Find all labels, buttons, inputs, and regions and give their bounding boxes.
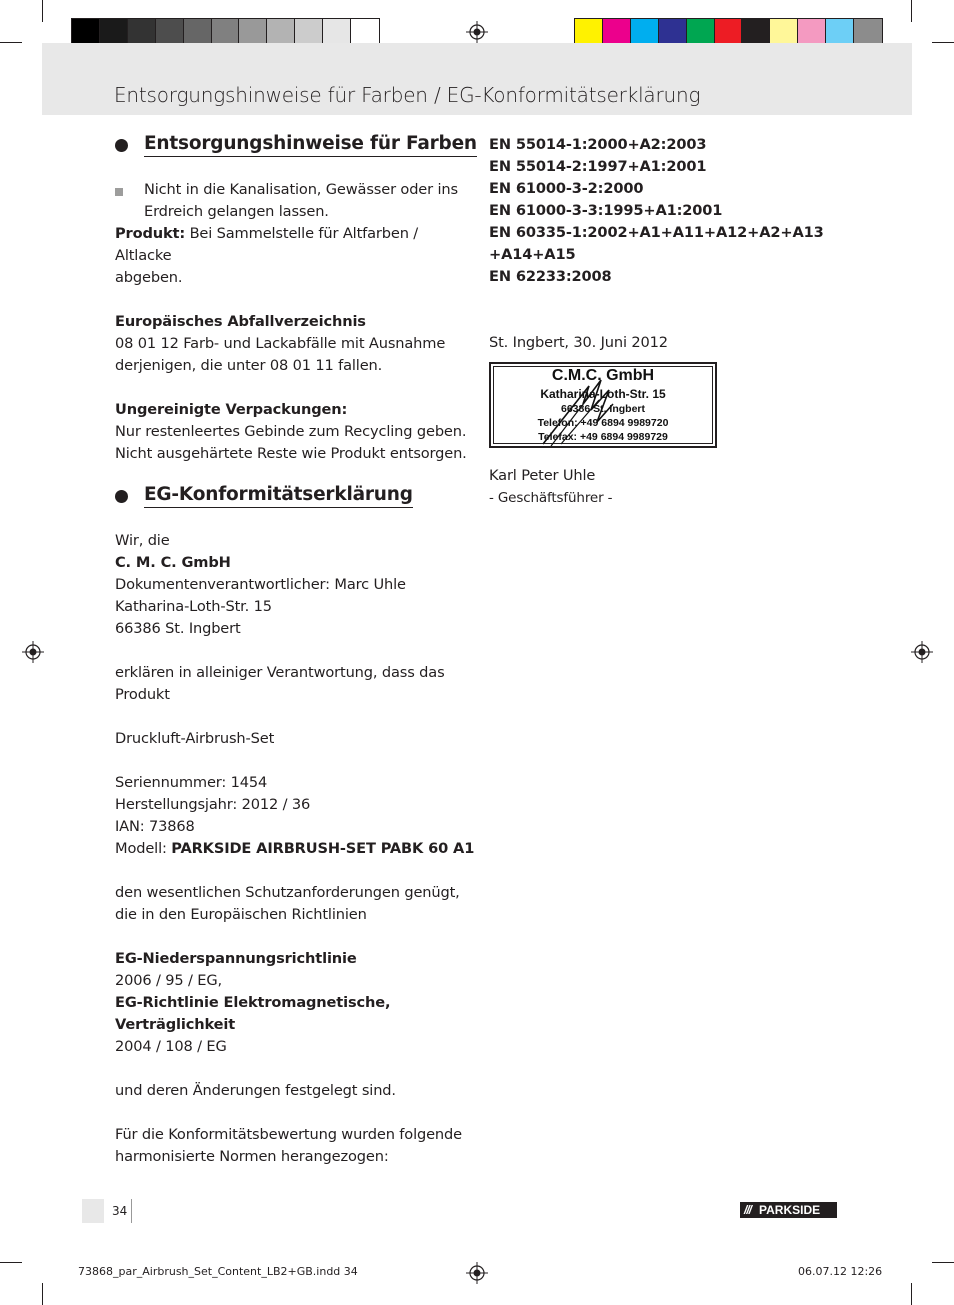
print-date-time: 06.07.12 12:26: [798, 1265, 883, 1278]
crop-mark: [932, 1262, 954, 1263]
waste-line: derjenigen, die unter 08 01 11 fallen.: [115, 357, 383, 374]
stamp-phone: Telefon: +49 6894 9989720: [537, 417, 669, 429]
page-number-box: [82, 1199, 104, 1223]
lvd-heading: EG-Niederspannungsrichtlinie: [115, 950, 357, 967]
disposal-bullet-line: Nicht in die Kanalisation, Gewässer oder ins: [144, 181, 458, 198]
declaration-text: erklären in alleiniger Verantwortung, dass das Produkt: [115, 664, 445, 703]
conformity-heading: EG-Konformitätserklärung: [144, 484, 413, 508]
gray-swatch: [212, 19, 240, 45]
page-number: 34: [112, 1204, 128, 1218]
company-stamp: [489, 362, 717, 448]
section-bullet-icon: [115, 490, 128, 503]
crop-mark: [42, 1283, 43, 1305]
lvd-number: 2006 / 95 / EG,: [115, 972, 223, 989]
signatory-block: [489, 465, 789, 509]
stamp-fax: Telefax: +49 6894 9989729: [538, 431, 668, 443]
gray-swatch: [351, 19, 379, 45]
norm-item: EN 60335-1:2002+A1+A11+A12+A2+A13: [489, 224, 824, 241]
color-swatch: [715, 19, 743, 45]
norms-intro-line: harmonisierte Normen herangezogen:: [115, 1148, 389, 1165]
packaging-heading: Ungereinigte Verpackungen:: [115, 401, 348, 418]
registration-mark-icon: [911, 641, 933, 663]
norms-intro-line: Für die Konformitätsbewertung wurden folgende: [115, 1126, 462, 1143]
disposal-bullet-text: [144, 179, 469, 223]
page-title: Entsorgungshinweise für Farben / EG-Konformitätserklärung: [114, 83, 701, 107]
registration-mark-icon: [22, 641, 44, 663]
product-label: Produkt:: [115, 225, 186, 242]
norms-list: [489, 134, 869, 288]
registration-mark-icon: [466, 21, 488, 43]
waste-catalog-heading: Europäisches Abfallverzeichnis: [115, 313, 366, 330]
color-swatch: [742, 19, 770, 45]
section-bullet-icon: [115, 139, 128, 152]
gray-swatch: [295, 19, 323, 45]
norm-item: +A14+A15: [489, 246, 576, 263]
color-swatch: [603, 19, 631, 45]
company-city: 66386 St. Ingbert: [115, 620, 241, 637]
requirements-line: die in den Europäischen Richtlinien: [115, 906, 367, 923]
color-swatch: [659, 19, 687, 45]
product-text-continued: abgeben.: [115, 269, 183, 286]
handwritten-signature: [491, 364, 717, 448]
gray-swatch: [72, 19, 100, 45]
production-year: Herstellungsjahr: 2012 / 36: [115, 796, 311, 813]
model-value: PARKSIDE AIRBRUSH-SET PABK 60 A1: [171, 840, 475, 857]
product-name: Druckluft-Airbrush-Set: [115, 730, 275, 747]
norm-item: EN 61000-3-2:2000: [489, 180, 644, 197]
amendments-text: und deren Änderungen festgelegt sind.: [115, 1082, 396, 1099]
model-label: Modell:: [115, 840, 172, 857]
signatory-name: Karl Peter Uhle: [489, 467, 596, 484]
crop-mark: [0, 1262, 22, 1263]
ian-number: IAN: 73868: [115, 818, 195, 835]
crop-mark: [0, 42, 22, 43]
product-text: Bei Sammelstelle für Altfarben / Altlacke: [115, 225, 419, 264]
emc-heading: EG-Richtlinie Elektromagnetische,: [115, 994, 391, 1011]
norm-item: EN 62233:2008: [489, 268, 612, 285]
stamp-city: 66386 St. Ingbert: [560, 403, 646, 415]
list-square-icon: [115, 188, 123, 196]
crop-mark: [911, 1283, 912, 1305]
waste-line: 08 01 12 Farb- und Lackabfälle mit Ausnahme: [115, 335, 446, 352]
color-swatch: [687, 19, 715, 45]
crop-mark: [932, 42, 954, 43]
crop-mark: [911, 0, 912, 22]
file-name: 73868_par_Airbrush_Set_Content_LB2+GB.indd 34: [78, 1265, 358, 1278]
crop-mark: [42, 0, 43, 22]
serial-number: Seriennummer: 1454: [115, 774, 268, 791]
disposal-bullet-line: Erdreich gelangen lassen.: [144, 203, 329, 220]
process-color-bar: [574, 18, 883, 46]
company-name: C. M. C. GmbH: [115, 554, 231, 571]
conformity-body: [115, 530, 475, 1168]
norm-item: EN 55014-2:1997+A1:2001: [489, 158, 707, 175]
gray-swatch: [156, 19, 184, 45]
stamp-company: C.M.C. GmbH: [551, 367, 655, 384]
color-swatch: [854, 19, 882, 45]
responsible-person: Dokumentenverantwortlicher: Marc Uhle: [115, 576, 406, 593]
gray-swatch: [128, 19, 156, 45]
gray-swatch: [239, 19, 267, 45]
norm-item: EN 61000-3-3:1995+A1:2001: [489, 202, 723, 219]
parkside-logo: [740, 1202, 837, 1218]
color-swatch: [798, 19, 826, 45]
gray-swatch: [184, 19, 212, 45]
norm-item: EN 55014-1:2000+A2:2003: [489, 136, 707, 153]
logo-stripes: ///: [744, 1203, 752, 1217]
stamp-street: Katharina-Loth-Str. 15: [540, 387, 666, 401]
packaging-line: Nur restenleertes Gebinde zum Recycling geben.: [115, 423, 467, 440]
gray-swatch: [323, 19, 351, 45]
registration-mark-icon: [466, 1262, 488, 1284]
product-paragraph: [115, 223, 475, 267]
disposal-heading: Entsorgungshinweise für Farben: [144, 133, 477, 157]
color-swatch: [826, 19, 854, 45]
model-line: [115, 838, 475, 860]
color-swatch: [631, 19, 659, 45]
emc-number: 2004 / 108 / EG: [115, 1038, 227, 1055]
gray-swatch: [100, 19, 128, 45]
gray-swatch: [267, 19, 295, 45]
company-street: Katharina-Loth-Str. 15: [115, 598, 272, 615]
packaging-line: Nicht ausgehärtete Reste wie Produkt entsorgen.: [115, 445, 467, 462]
color-swatch: [770, 19, 798, 45]
requirements-line: den wesentlichen Schutzanforderungen genügt,: [115, 884, 460, 901]
grayscale-color-bar: [71, 18, 380, 46]
logo-text: PARKSIDE: [759, 1203, 821, 1217]
place-date: St. Ingbert, 30. Juni 2012: [489, 334, 668, 351]
divider: [131, 1199, 132, 1223]
signatory-role: - Geschäftsführer -: [489, 490, 613, 506]
color-swatch: [575, 19, 603, 45]
disposal-body: [115, 223, 475, 465]
emc-heading-continued: Verträglichkeit: [115, 1016, 236, 1033]
conformity-intro: Wir, die: [115, 532, 170, 549]
